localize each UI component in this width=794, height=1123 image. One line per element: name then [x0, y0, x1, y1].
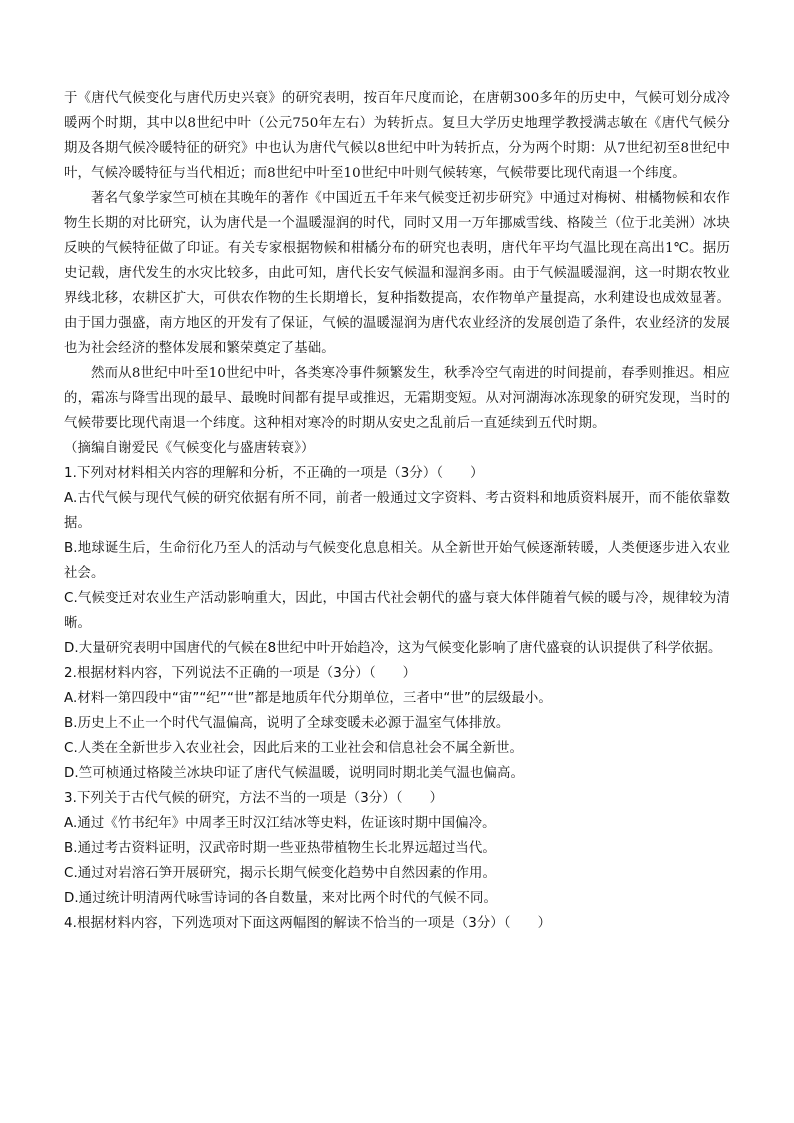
option-d[interactable]: D.通过统计明清两代咏雪诗词的各自数量，来对比两个时代的气候不同。	[64, 891, 497, 906]
document-page	[64, 86, 730, 936]
question-2	[64, 661, 730, 786]
question-stem: 3.下列关于古代气候的研究，方法不当的一项是（3分）（ ）	[64, 791, 444, 806]
passage-source: （摘编自谢爱民《气候变化与盛唐转衰》）	[64, 441, 315, 456]
question-1	[64, 461, 730, 661]
option-b[interactable]: B.地球诞生后，生命衍化乃至人的活动与气候变化息息相关。从全新世开始气候逐渐转暖，人类便逐步进入农业社会。	[64, 541, 730, 581]
option-b[interactable]: B.历史上不止一个时代气温偏高，说明了全球变暖未必源于温室气体排放。	[64, 716, 510, 731]
option-d[interactable]: D.竺可桢通过格陵兰冰块印证了唐代气候温暖，说明同时期北美气温也偏高。	[64, 766, 524, 781]
passage-paragraph-3: 然而从8世纪中叶至10世纪中叶，各类寒冷事件频繁发生，秋季冷空气南进的时间提前，春季则推迟。相应的，霜冻与降雪出现的最早、最晚时间都有提早或推迟，无霜期变短。从对河湖海冰冻现象的研究发现，当时的气候带要比现代南退一个纬度。这种相对寒冷的时期从安史之乱前后一直延续到五代时期。	[64, 366, 730, 431]
question-list	[64, 461, 730, 936]
option-a[interactable]: A.材料一第四段中“宙”“纪”“世”都是地质年代分期单位，三者中“世”的层级最小。	[64, 691, 552, 706]
option-c[interactable]: C.气候变迁对农业生产活动影响重大，因此，中国古代社会朝代的盛与衰大体伴随着气候的暖与冷，规律较为清晰。	[64, 591, 730, 631]
question-stem: 1.下列对材料相关内容的理解和分析，不正确的一项是（3分）（ ）	[64, 466, 484, 481]
reading-passage	[64, 86, 730, 461]
passage-paragraph-2: 著名气象学家竺可桢在其晚年的著作《中国近五千年来气候变迁初步研究》中通过对梅树、柑橘物候和农作物生长期的对比研究，认为唐代是一个温暖湿润的时代，同时又用一万年挪威雪线、格陵兰（位于北美洲）冰块反映的气候特征做了印证。有关专家根据物候和柑橘分布的研究也表明，唐代年平均气温比现在高出1℃。据历史记载，唐代发生的水灾比较多，由此可知，唐代长安气候温和湿润多雨。由于气候温暖湿润，这一时期农牧业界线北移，农耕区扩大，可供农作物的生长期增长，复种指数提高，农作物单产量提高，水利建设也成效显著。由于国力强盛，南方地区的开发有了保证，气候的温暖湿润为唐代农业经济的发展创造了条件，农业经济的发展也为社会经济的整体发展和繁荣奠定了基础。	[64, 191, 730, 356]
question-3	[64, 786, 730, 911]
question-stem: 2.根据材料内容，下列说法不正确的一项是（3分）（ ）	[64, 666, 417, 681]
option-c[interactable]: C.通过对岩溶石笋开展研究，揭示长期气候变化趋势中自然因素的作用。	[64, 866, 497, 881]
question-4	[64, 911, 730, 936]
option-a[interactable]: A.通过《竹书纪年》中周孝王时汉江结冰等史料，佐证该时期中国偏冷。	[64, 816, 496, 831]
option-a[interactable]: A.古代气候与现代气候的研究依据有所不同，前者一般通过文字资料、考古资料和地质资料展开，而不能依靠数据。	[64, 491, 730, 531]
option-b[interactable]: B.通过考古资料证明，汉武帝时期一些亚热带植物生长北界远超过当代。	[64, 841, 496, 856]
question-stem: 4.根据材料内容，下列选项对下面这两幅图的解读不恰当的一项是（3分）（ ）	[64, 916, 552, 931]
option-c[interactable]: C.人类在全新世步入农业社会，因此后来的工业社会和信息社会不属全新世。	[64, 741, 523, 756]
option-d[interactable]: D.大量研究表明中国唐代的气候在8世纪中叶开始趋冷，这为气候变化影响了唐代盛衰的认识提供了科学依据。	[64, 641, 722, 656]
passage-paragraph-1: 于《唐代气候变化与唐代历史兴衰》的研究表明，按百年尺度而论，在唐朝300多年的历史中，气候可划分成冷暖两个时期，其中以8世纪中叶（公元750年左右）为转折点。复旦大学历史地理学教授满志敏在《唐代气候分期及各期气候冷暖特征的研究》中也认为唐代气候以8世纪中叶为转折点，分为两个时期：从7世纪初至8世纪中叶，气候冷暖特征与当代相近；而8世纪中叶至10世纪中叶则气候转寒，气候带要比现代南退一个纬度。	[64, 91, 730, 181]
